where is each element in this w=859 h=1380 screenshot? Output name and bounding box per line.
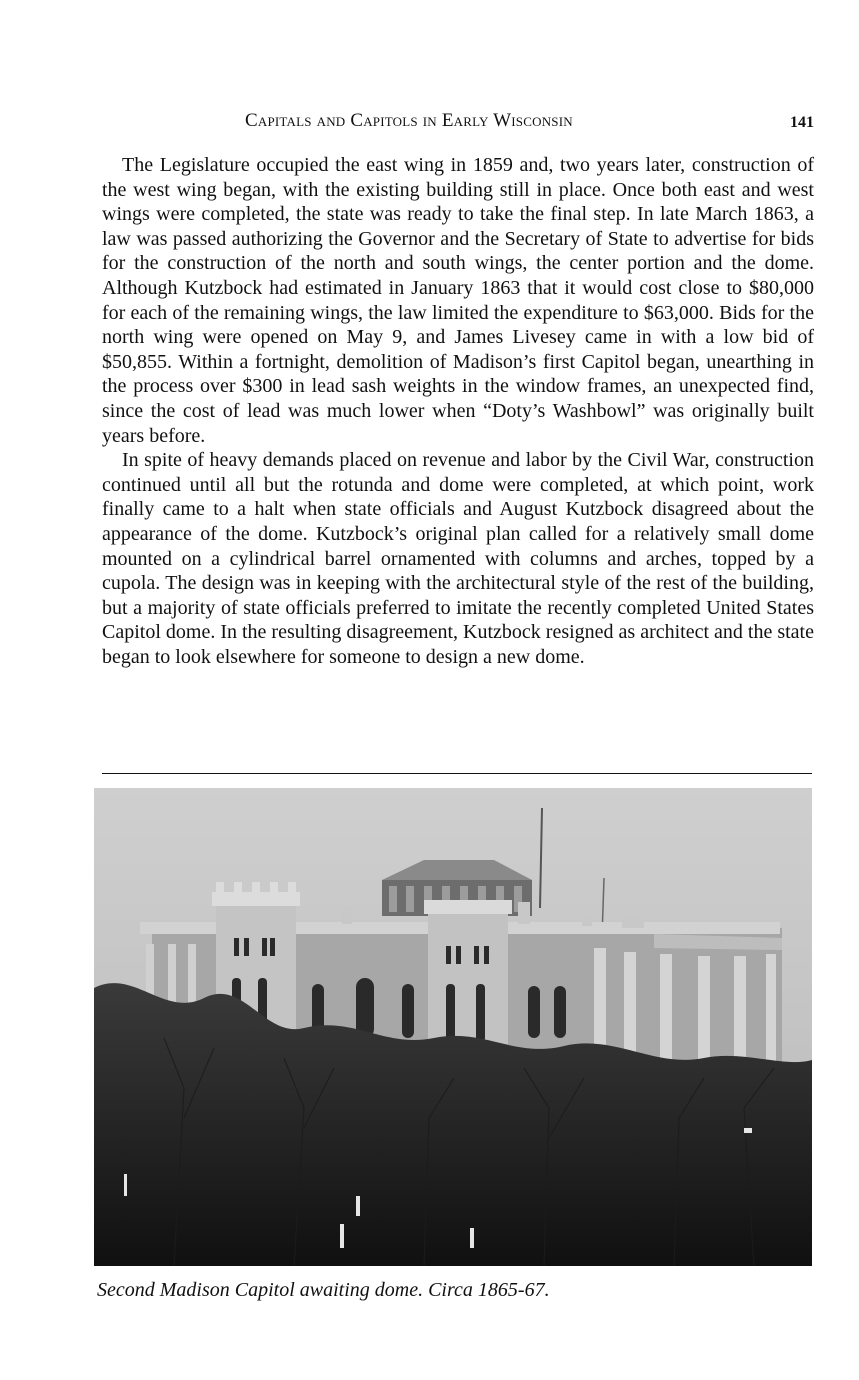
capitol-photograph <box>94 788 812 1266</box>
body-text <box>102 153 814 669</box>
paragraph: The Legislature occupied the east wing in 1859 and, two years later, construction of the west wing began, with the existing building still in place. Once both east and west wings were completed, the state was ready to take the final step. In late March 1863, a law was passed authorizing the Governor and the Secretary of State to advertise for bids for the construction of the north and south wings, the center portion and the dome. Although Kutzbock had estimated in January 1863 that it would cost close to $80,000 for each of the remaining wings, the law limited the expenditure to $63,000. Bids for the north wing were opened on May 9, and James Livesey came in with a low bid of $50,855. Within a fortnight, demolition of Madison’s first Capitol began, unearthing in the process over $300 in lead sash weights in the window frames, an unexpected find, since the cost of lead was much lower when “Doty’s Washbowl” was originally built years before. <box>102 154 814 447</box>
figure-caption: Second Madison Capitol awaiting dome. Circa 1865-67. <box>97 1279 550 1301</box>
paragraph: In spite of heavy demands placed on revenue and labor by the Civil War, construction continued until all but the rotunda and dome were completed, at which point, work finally came to a halt when state officials and August Kutzbock disagreed about the appearance of the dome. Kutzbock’s original plan called for a relatively small dome mounted on a cylindrical barrel ornamented with columns and arches, topped by a cupola. The design was in keeping with the architectural style of the rest of the building, but a majority of state officials preferred to imitate the recently completed United States Capitol dome. In the resulting disagreement, Kutzbock resigned as architect and the state began to look elsewhere for someone to design a new dome. <box>102 449 814 668</box>
running-title: Capitals and Capitols in Early Wisconsin <box>245 110 573 131</box>
page-number: 141 <box>790 114 814 131</box>
running-head <box>0 110 859 138</box>
section-divider <box>102 773 812 774</box>
